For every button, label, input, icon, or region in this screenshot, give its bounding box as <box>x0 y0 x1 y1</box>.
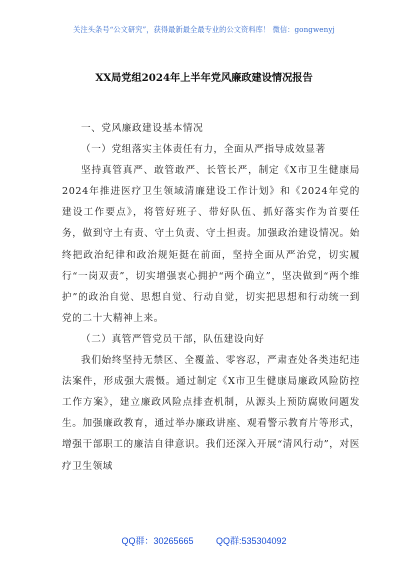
qq-group-2: QQ群:535304092 <box>216 536 287 546</box>
paragraph-2: 我们始终坚持无禁区、全覆盖、零容忍，严肃查处各类违纪违法案件，形成强大震慑。通过制定《X市卫生健康局廉政风险防控工作方案》，建立廉政风险点排查机制，从源头上预防腐败问题发生。加强廉政教育，通过举办廉政讲座、观看警示教育片等形式，增强干部职工的廉洁自律意识。我们还深入开展“清风行动”，对医疗卫生领域 <box>62 355 360 472</box>
promo-banner: 关注头条号“公文研究”，获得最新最全最专业的公文资料库！ 微信：gongwenyj <box>73 25 335 34</box>
paragraph-1: 坚持真管真严、敢管敢严、长管长严，制定《X市卫生健康局2024年推进医疗卫生领域清廉建设工作计划》和《2024年党的建设工作要点》，将管好班子、带好队伍、抓好落实作为首要任务，做到守土有责、守土负责、守土担责。加强政治建设情况。始终把政治纪律和政治规矩挺在前面，坚持全面从严治党，切实履行“一岗双责”，切实增强衷心拥护“两个确立”，坚决做到“两个维护”的政治自觉、思想自觉、行动自觉，切实把思想和行动统一到党的二十大精神上来。 <box>62 165 360 324</box>
document-title: XX局党组2024年上半年党风廉政建设情况报告 <box>95 72 313 84</box>
document-body <box>62 118 360 477</box>
subsection-heading-1: （一）党组落实主体责任有力，全面从严指导成效显著 <box>81 144 326 156</box>
page-footer <box>0 534 408 547</box>
section-heading-1: 一、党风廉政建设基本情况 <box>81 123 204 134</box>
qq-group-1: QQ群：30265665 <box>121 536 194 546</box>
subsection-heading-2: （二）真管严管党员干部，队伍建设向好 <box>81 333 265 345</box>
